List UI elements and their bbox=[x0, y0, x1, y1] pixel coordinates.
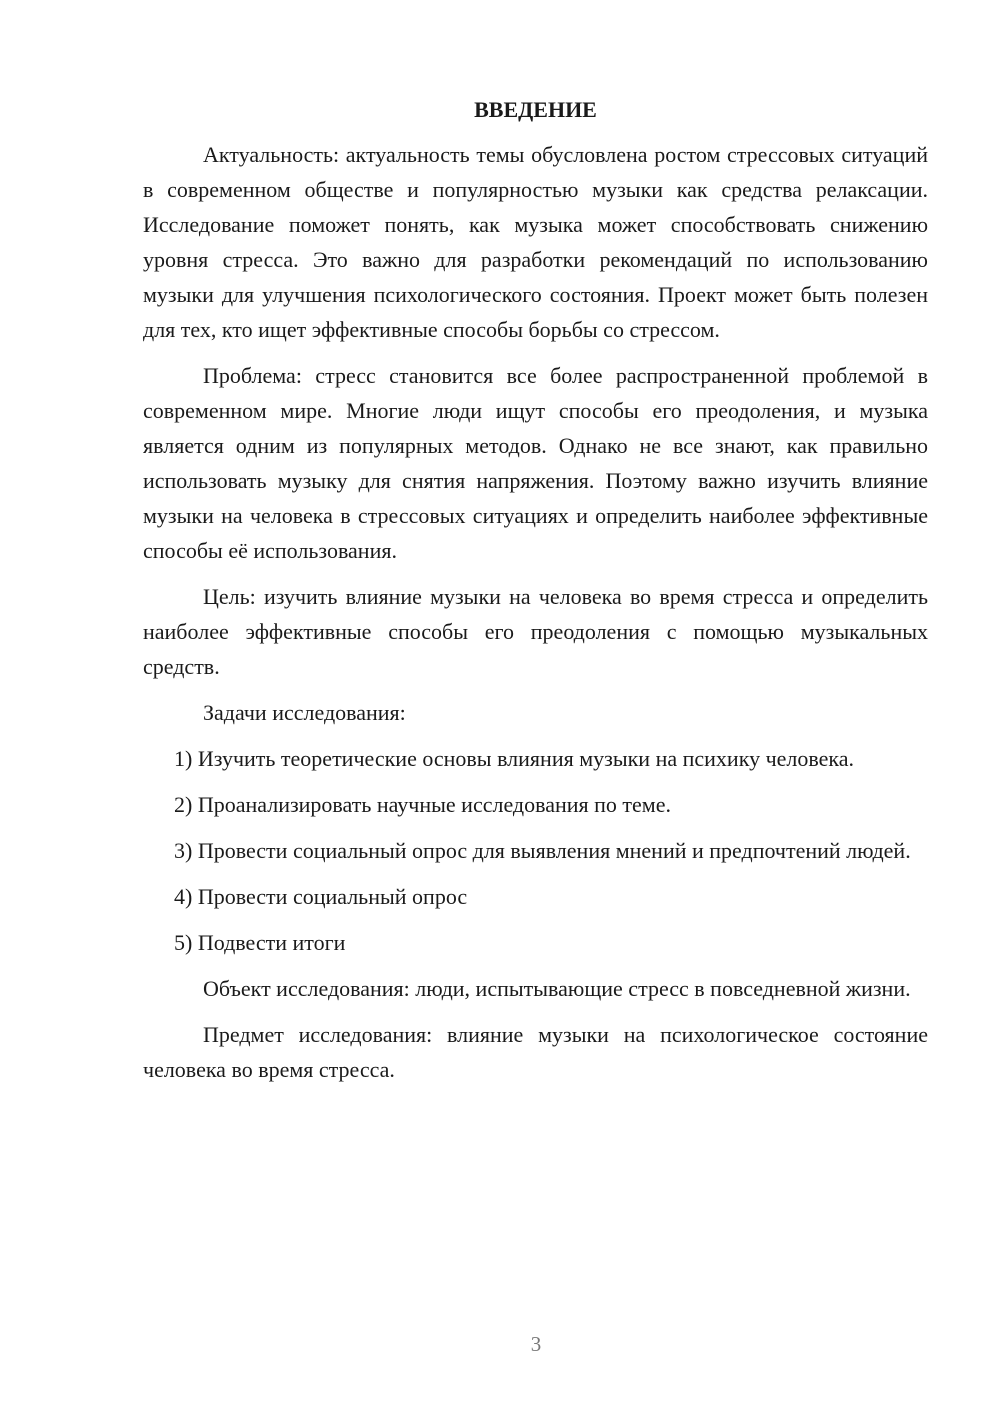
task-item-5: 5) Подвести итоги bbox=[174, 930, 346, 955]
task-item-2: 2) Проанализировать научные исследования по теме. bbox=[174, 792, 671, 817]
tasks-heading: Задачи исследования: bbox=[203, 700, 406, 725]
document-page bbox=[143, 92, 928, 1098]
page-number: 3 bbox=[530, 1332, 542, 1356]
relevance-paragraph: Актуальность: актуальность темы обусловлена ростом стрессовых ситуаций в современном обществе и популярностью музыки как средства релаксации. Исследование поможет понять, как музыка может способствовать снижению уровня стресса. Это важно для разработки рекомендаций по использованию музыки для улучшения психологического состояния. Проект может быть полезен для тех, кто ищет эффективные способы борьбы со стрессом. bbox=[143, 142, 928, 342]
task-item-4: 4) Провести социальный опрос bbox=[174, 884, 468, 909]
page-title: ВВЕДЕНИЕ bbox=[474, 97, 597, 122]
goal-paragraph: Цель: изучить влияние музыки на человека во время стресса и определить наиболее эффективные способы его преодоления с помощью музыкальных средств. bbox=[143, 584, 928, 679]
task-item-3: 3) Провести социальный опрос для выявления мнений и предпочтений людей. bbox=[174, 838, 911, 863]
problem-paragraph: Проблема: стресс становится все более распространенной проблемой в современном мире. Многие люди ищут способы его преодоления, и музыка является одним из популярных методов. Однако не все знают, как правильно использовать музыку для снятия напряжения. Поэтому важно изучить влияние музыки на человека в стрессовых ситуациях и определить наиболее эффективные способы её использования. bbox=[143, 363, 928, 563]
object-paragraph: Объект исследования: люди, испытывающие стресс в повседневной жизни. bbox=[203, 976, 911, 1001]
task-item-1: 1) Изучить теоретические основы влияния музыки на психику человека. bbox=[174, 746, 855, 771]
subject-paragraph: Предмет исследования: влияние музыки на психологическое состояние человека во время стресса. bbox=[143, 1022, 928, 1082]
